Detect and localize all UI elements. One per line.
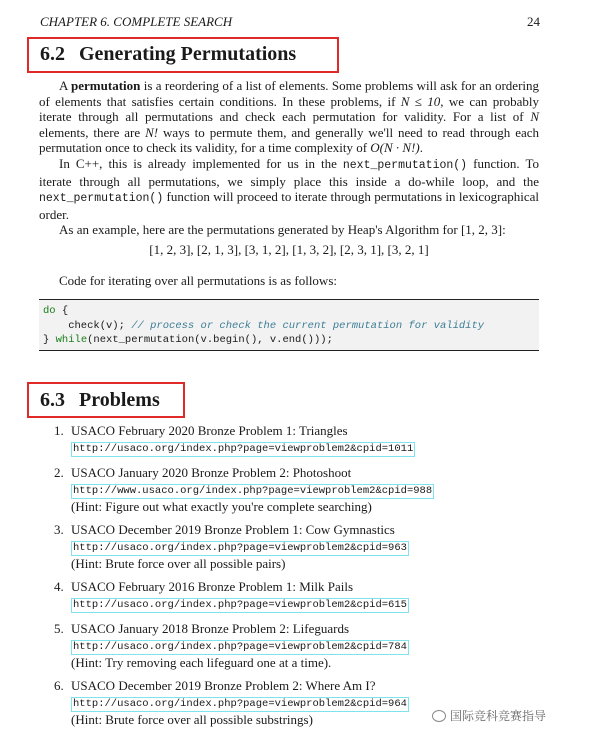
problem-link[interactable]: http://usaco.org/index.php?page=viewproblem2&cpid=963 bbox=[73, 541, 407, 554]
paragraph-4: Code for iterating over all permutations is as follows: bbox=[59, 273, 337, 288]
code-line-3: } while(next_permutation(v.begin(), v.end())); bbox=[43, 334, 333, 346]
problem-title: USACO January 2020 Bronze Problem 2: Photoshoot bbox=[71, 465, 352, 480]
problem-title: USACO February 2020 Bronze Problem 1: Triangles bbox=[71, 423, 348, 438]
list-item: 1. USACO February 2020 Bronze Problem 1: Triangles http://usaco.org/index.php?page=viewproblem2&cpid=1011 bbox=[54, 423, 534, 465]
code-line-2: check(v); // process or check the current permutation for validity bbox=[43, 319, 485, 332]
problem-link[interactable]: http://usaco.org/index.php?page=viewproblem2&cpid=1011 bbox=[73, 442, 414, 455]
list-item: 2. USACO January 2020 Bronze Problem 2: Photoshoot http://www.usaco.org/index.php?page=viewproblem2&cpid=988 (Hint: Figure out what exactly you're complete searching) bbox=[54, 465, 534, 522]
problem-link[interactable]: http://usaco.org/index.php?page=viewproblem2&cpid=615 bbox=[73, 598, 407, 611]
list-item: 5. USACO January 2018 Bronze Problem 2: Lifeguards http://usaco.org/index.php?page=viewproblem2&cpid=784 (Hint: Try removing each lifeguard one at a time). bbox=[54, 621, 534, 678]
section-title: Generating Permutations bbox=[79, 43, 297, 65]
chapter-title: CHAPTER 6. COMPLETE SEARCH bbox=[40, 14, 233, 29]
problem-link[interactable]: http://usaco.org/index.php?page=viewproblem2&cpid=784 bbox=[73, 640, 407, 653]
permutation-list: [1, 2, 3], [2, 1, 3], [3, 1, 2], [1, 3, 2], [2, 3, 1], [3, 2, 1] bbox=[149, 242, 429, 257]
section-6-2-body bbox=[39, 78, 539, 238]
problem-hint: (Hint: Try removing each lifeguard one at a time). bbox=[71, 654, 332, 670]
code-line-1: do { bbox=[43, 305, 69, 317]
section-6-2-heading bbox=[40, 43, 296, 66]
section-number: 6.2 bbox=[40, 43, 65, 65]
list-item: 3. USACO December 2019 Bronze Problem 1: Cow Gymnastics http://usaco.org/index.php?page=viewproblem2&cpid=963 (Hint: Brute force over all possible pairs) bbox=[54, 522, 534, 579]
problem-link[interactable]: http://www.usaco.org/index.php?page=viewproblem2&cpid=988 bbox=[73, 484, 433, 497]
running-header bbox=[40, 14, 540, 30]
list-item: 6. USACO December 2019 Bronze Problem 2: Where Am I? http://usaco.org/index.php?page=viewproblem2&cpid=964 (Hint: Brute force over all possible substrings) bbox=[54, 678, 534, 728]
paragraph-3: As an example, here are the permutations generated by Heap's Algorithm for [1, 2, 3]: bbox=[59, 222, 506, 238]
problem-title: USACO February 2016 Bronze Problem 1: Milk Pails bbox=[71, 579, 354, 594]
watermark: 国际竞科竞赛指导 bbox=[432, 707, 546, 724]
page-number: 24 bbox=[527, 14, 540, 29]
problem-link[interactable]: http://usaco.org/index.php?page=viewproblem2&cpid=964 bbox=[73, 697, 407, 710]
code-block bbox=[39, 299, 539, 351]
list-item: 4. USACO February 2016 Bronze Problem 1: Milk Pails http://usaco.org/index.php?page=viewproblem2&cpid=615 bbox=[54, 579, 534, 621]
problem-title: USACO December 2019 Bronze Problem 1: Cow Gymnastics bbox=[71, 522, 395, 537]
section-title: Problems bbox=[79, 389, 160, 411]
problem-list bbox=[54, 423, 534, 728]
wechat-icon bbox=[432, 710, 446, 722]
problem-hint: (Hint: Brute force over all possible pairs) bbox=[71, 555, 286, 571]
problem-title: USACO December 2019 Bronze Problem 2: Where Am I? bbox=[71, 678, 376, 693]
problem-title: USACO January 2018 Bronze Problem 2: Lifeguards bbox=[71, 621, 350, 636]
paragraph-1: A permutation is a reordering of a list of elements. Some problems will ask for an ordering of elements that satisfies certain conditions. In these problems, if N ≤ 10, we can probably iterate through all permutations and check each permutation for validity. For a list of N elements, there are N! ways to permute them, and generally we'll need to read through each permutation once to check its validity, for a time complexity of O(N · N!). bbox=[39, 78, 540, 156]
problem-hint: (Hint: Figure out what exactly you're complete searching) bbox=[71, 498, 372, 514]
section-number: 6.3 bbox=[40, 389, 65, 411]
paragraph-2: In C++, this is already implemented for us in the next_permutation() function. To iterate through all permutations, we simply place this inside a do-while loop, and the next_permutation() function will proceed to iterate through permutations in lexicographical order. bbox=[39, 155, 539, 222]
section-6-3-heading bbox=[40, 389, 160, 412]
problem-hint: (Hint: Brute force over all possible substrings) bbox=[71, 711, 313, 727]
